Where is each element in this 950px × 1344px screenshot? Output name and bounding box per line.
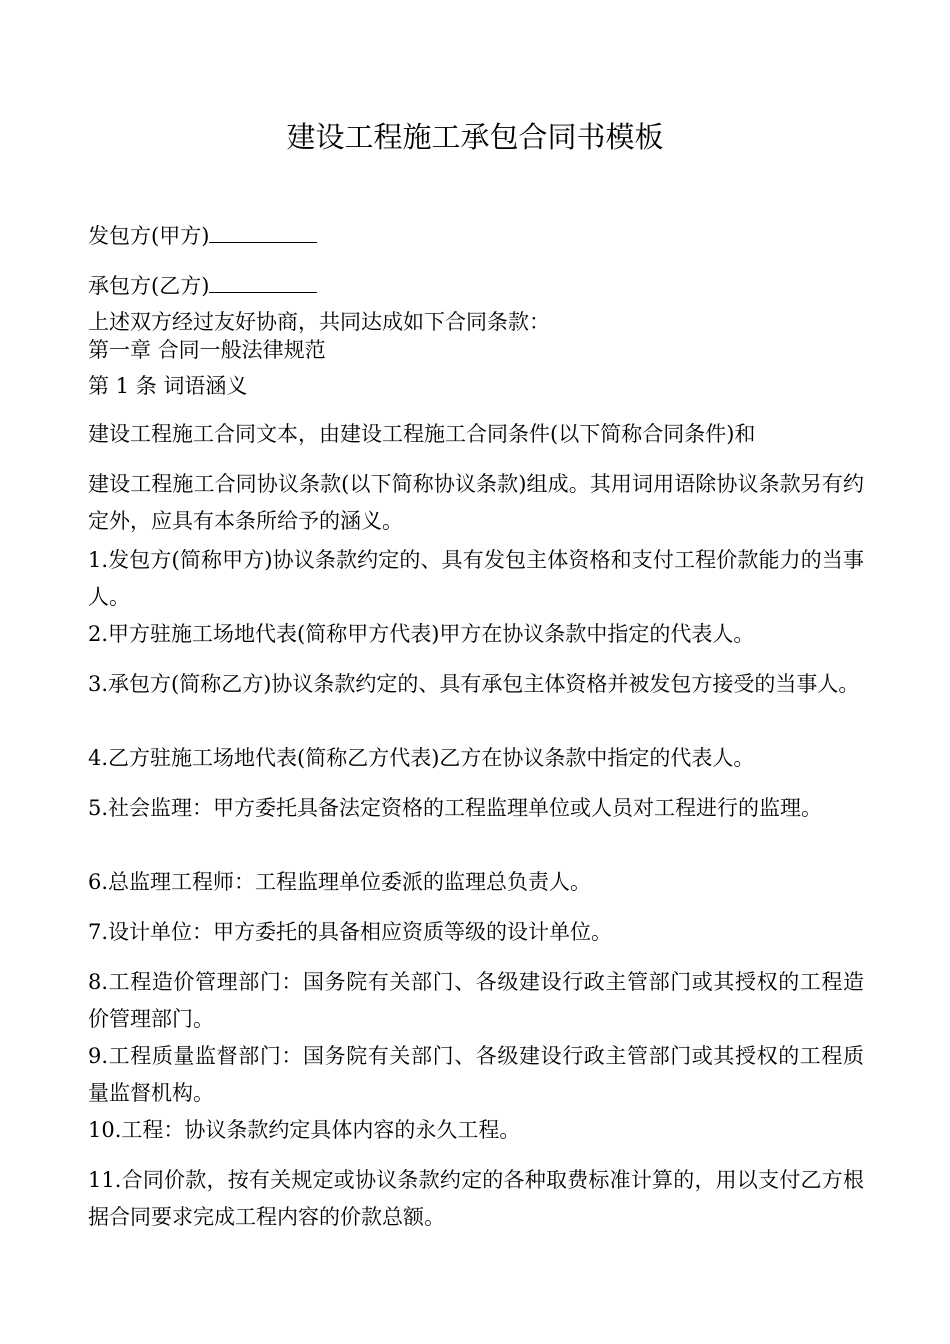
party-a-blank [209,220,317,243]
list-item: 9.工程质量监督部门：国务院有关部门、各级建设行政主管部门或其授权的工程质量监督机构。 [88,1044,864,1105]
list-item: 1.发包方(简称甲方)协议条款约定的、具有发包主体资格和支付工程价款能力的当事人。 [88,548,864,609]
list-item: 8.工程造价管理部门：国务院有关部门、各级建设行政主管部门或其授权的工程造价管理部门。 [88,970,864,1031]
list-item: 2.甲方驻施工场地代表(简称甲方代表)甲方在协议条款中指定的代表人。 [88,622,755,646]
party-a-label: 发包方(甲方) [88,224,210,248]
party-b-label: 承包方(乙方) [88,274,210,298]
chapter-heading: 第一章 合同一般法律规范 [88,338,326,362]
party-a-line [88,218,864,255]
article-heading: 第 1 条 词语涵义 [88,374,248,398]
party-b-line [88,268,864,305]
document-title: 建设工程施工承包合同书模板 [286,120,664,154]
list-item: 5.社会监理：甲方委托具备法定资格的工程监理单位或人员对工程进行的监理。 [88,796,823,820]
list-item: 10.工程：协议条款约定具体内容的永久工程。 [88,1118,521,1142]
party-b-blank [209,270,317,293]
list-item: 4.乙方驻施工场地代表(简称乙方代表)乙方在协议条款中指定的代表人。 [88,746,755,770]
list-item: 3.承包方(简称乙方)协议条款约定的、具有承包主体资格并被发包方接受的当事人。 [88,672,860,696]
list-item: 11.合同价款，按有关规定或协议条款约定的各种取费标准计算的，用以支付乙方根据合同要求完成工程内容的价款总额。 [88,1168,864,1229]
body-paragraph-1b: 建设工程施工合同协议条款(以下简称协议条款)组成。其用词用语除协议条款另有约定外，应具有本条所给予的涵义。 [88,472,864,533]
list-item: 6.总监理工程师：工程监理单位委派的监理总负责人。 [88,870,592,894]
body-paragraph-1a: 建设工程施工合同文本，由建设工程施工合同条件(以下简称合同条件)和 [88,422,756,446]
intro-text: 上述双方经过友好协商，共同达成如下合同条款： [88,310,550,334]
list-item: 7.设计单位：甲方委托的具备相应资质等级的设计单位。 [88,920,613,944]
